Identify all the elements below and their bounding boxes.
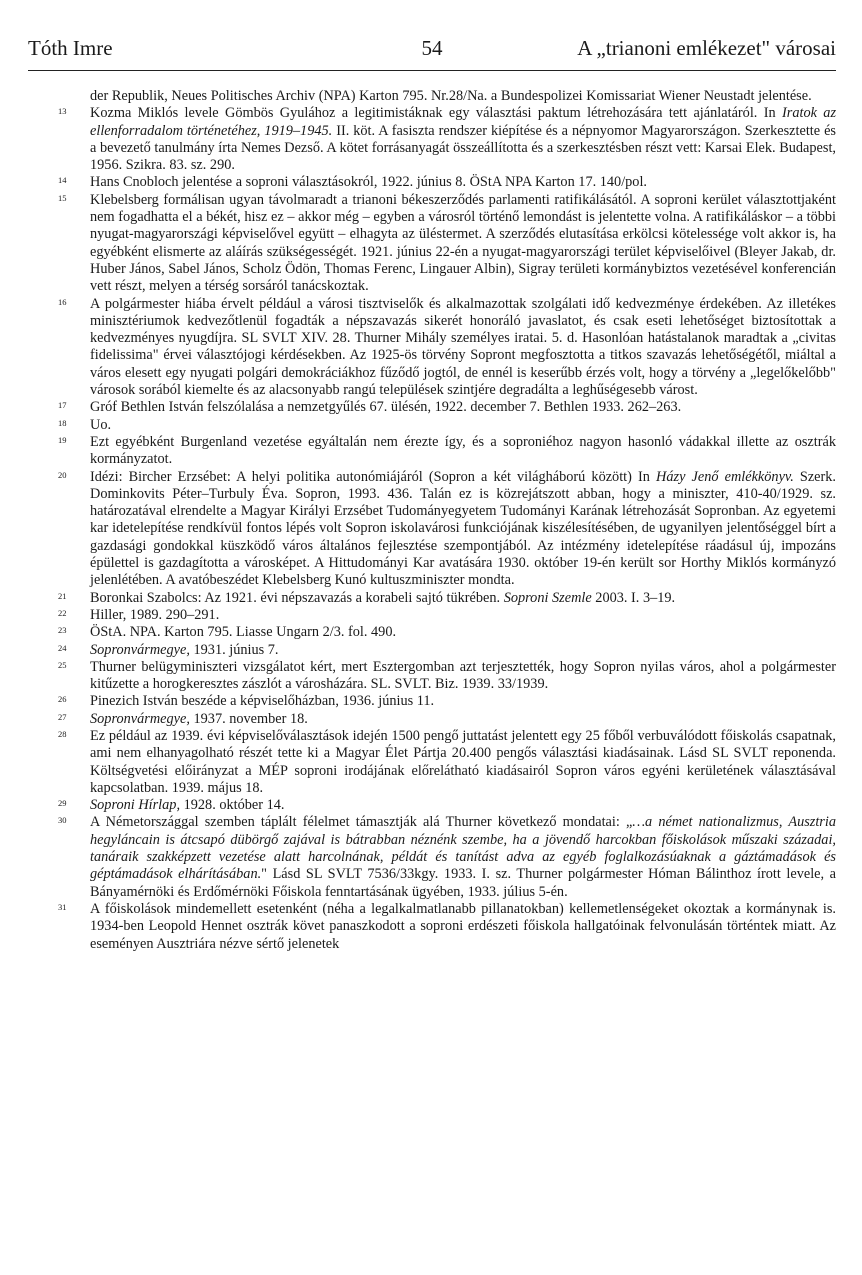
footnote (28, 174, 836, 191)
header-rule (28, 70, 836, 71)
footnote-number: 19 (58, 434, 67, 445)
footnote (28, 642, 836, 659)
footnote (28, 296, 836, 400)
footnote (28, 797, 836, 814)
footnote-number: 13 (58, 106, 67, 117)
footnote-text: A polgármester hiába érvelt például a városi tisztviselők és alkalmazottak szolgálati idő kedvezménye érdekében. Az illetékes minisztériumok kedvezőtlenül fogadták a népszavazás sikerét honoráló javaslatot, és csak eseti lehetőséget biztosítottak a kedvezményes nyugdíjra. SL SVLT XIV. 28. Thurner Mihály személyes iratai. 5. d. Hasonlóan hatástalanok maradtak a „civitas fidelissima" érvei választójogi kérdésekben. Az 1925-ös törvény Sopront megfosztotta a titkos szavazás lehetőségétől, miáltal a város elesett egy nyugati polgári demokráciákhoz fűződő jogtól, de ennél is keserűbb érzés volt, hogy a törvény a „legelőkelőbb" városok sorából kiemelte és az alacsonyabb rangú települések szintjére degradálta a leghűségesebb várost. (90, 295, 836, 399)
footnote-text: " Lásd SL SVLT 7536/33kgy. 1933. I. sz. Thurner polgármester Hóman Bálinthoz írott levele, a Bányamérnöki és Erdőmérnöki Főiskola fenntartásának ügyében, 1933. július 5-én. (90, 866, 837, 900)
footnote-text: II. köt. A fasiszta rendszer kiépítése és a népnyomor Magyarországon. Szerkesztette és a bevezető tanulmány írta Nemes Dezső. A kötet forrásanyagát összeállította és a szerkesztésben részt vett: Karsai Elek. Budapest, 1956. Szikra. 83. sz. 290. (90, 122, 836, 174)
footnote (28, 711, 836, 728)
footnote (28, 659, 836, 694)
footnote-number: 18 (58, 417, 67, 428)
footnote-text: Ez például az 1939. évi képviselőválasztások idején 1500 pengő juttatást jelentett egy 25 főből verbuválódott főiskolás csapatnak, ami nem elhanyagolható részét tette ki a Magyar Élet Pártja 20.400 pengős választási kiadásainak. Lásd SL SVLT reponenda. Költségvetési előirányzat a MÉP soproni irodájának előrelátható kiadásairól Sopron város egyéni kerületének választásával kapcsolatban. 1939. május 18. (90, 727, 836, 796)
footnote-text: ÖStA. NPA. Karton 795. Liasse Ungarn 2/3. fol. 490. (90, 624, 397, 641)
footnote-text: Hiller, 1989. 290–291. (90, 606, 220, 623)
footnote-number: 25 (58, 659, 67, 670)
running-header (28, 30, 836, 66)
footnote-continuation (28, 88, 836, 105)
footnote-number: 20 (58, 469, 67, 480)
footnote (28, 607, 836, 624)
footnote-number: 27 (58, 711, 67, 722)
header-author: Tóth Imre (28, 36, 113, 60)
footnote-text: Gróf Bethlen István felszólalása a nemzetgyűlés 67. ülésén, 1922. december 7. Bethlen 1933. 262–263. (90, 399, 682, 416)
footnote (28, 624, 836, 641)
footnote-number: 24 (58, 642, 67, 653)
footnote-text: der Republik, Neues Politisches Archiv (NPA) Karton 795. Nr.28/Na. a Bundespolizei Komissariat Wiener Neustadt jelentése. (90, 88, 812, 104)
footnote-text: Szerk. Dominkovits Péter–Turbuly Éva. Sopron, 1993. 436. Talán ez is közrejátszott abban, hogy a miniszter, 410-40/1929. sz. határozatával elrendelte a Magyar Királyi Erzsébet Tudományegyetem Tudományi Karának létrehozását Sopronban. Az egyetemi kar idetelepítése rendkívül fontos lépés volt Sopron iskolavárosi funkciójának kiszélesítésében, de ugyanilyen jelentőséggel bírt a gazdasági gondokkal küszködő város általános fejlesztése szempontjából. Az intézmény idetelepítése ráadásul új, impozáns épülettel is gazdagította a városképet. A Hittudományi Kar avatására 1930. október 19-én került sor Horthy Miklós kormányzó jelenlétében. A avatóbeszédet Klebelsberg Kunó kultuszminiszter mondta. (90, 468, 837, 589)
footnote-text: Kozma Miklós levele Gömbös Gyulához a legitimistáknak egy választási paktum létrehozására tett ajánlatáról. In (90, 105, 782, 122)
footnote (28, 105, 836, 174)
footnote-number: 16 (58, 296, 67, 307)
header-page-number: 54 (421, 36, 443, 60)
footnote-italic-text: …a német nationalizmus, Ausztria hegyláncain is átcsapó dübörgő zajával is bátrabban néznénk szembe, ha a jövendő harcokban főiskolások műszaki századai, tanáraik szakképzett vezetése alatt harcolnának, példát és tanítást adva az egyéb foglalkozásúaknak a gáztámadások és géptámadások elhárításában. (90, 814, 836, 883)
footnote-number: 17 (58, 400, 67, 411)
footnote (28, 192, 836, 296)
footnote (28, 728, 836, 797)
footnote (28, 417, 836, 434)
footnote-text: Pinezich István beszéde a képviselőházban, 1936. június 11. (90, 693, 435, 710)
footnote-text: Boronkai Szabolcs: Az 1921. évi népszavazás a korabeli sajtó tükrében. (90, 589, 504, 606)
header-title: A „trianoni emlékezet" városai (577, 36, 836, 60)
footnote-text: Uo. (90, 416, 112, 433)
footnote-text: 1937. november 18. (189, 710, 308, 727)
footnote-text: Idézi: Bircher Erzsébet: A helyi politika autonómiájáról (Sopron a két világháború között) In (90, 468, 657, 485)
footnote-italic-text: Sopronvármegye, (90, 710, 190, 727)
footnote-number: 23 (58, 625, 67, 636)
footnote (28, 814, 836, 900)
footnote-number: 30 (58, 815, 67, 826)
footnote-number: 15 (58, 192, 67, 203)
footnote-text: Thurner belügyminiszteri vizsgálatot kért, mert Esztergomban azt terjesztették, hogy Sopron nyilas város, ahol a polgármester kitűzette a horogkeresztes zászlót a városházára. SL. SVLT. Biz. 1939. 33/1939. (90, 658, 836, 693)
footnote (28, 590, 836, 607)
footnote-text: A Németországgal szemben táplált félelmet támasztják alá Thurner következő mondatai: „ (90, 814, 633, 831)
footnote-text: 1928. október 14. (180, 797, 285, 814)
footnote-number: 21 (58, 590, 67, 601)
footnote-number: 14 (58, 175, 67, 186)
footnote-number: 26 (58, 694, 67, 705)
footnote (28, 399, 836, 416)
footnote-italic-text: Soproni Szemle (503, 589, 592, 606)
footnote-number: 22 (58, 607, 67, 618)
footnote (28, 901, 836, 953)
footnote-text: 1931. június 7. (189, 641, 279, 658)
footnote-text: 2003. I. 3–19. (591, 589, 676, 606)
footnote-italic-text: Iratok az ellenforradalom történetéhez, 1919–1945. (90, 105, 837, 139)
footnote-text: Ezt egyébként Burgenland vezetése egyáltalán nem érezte így, és a soproniéhoz nagyon hasonló vádakkal illette az osztrák kormányzatot. (90, 433, 836, 468)
footnotes (28, 88, 836, 953)
footnote (28, 693, 836, 710)
footnote-text: Klebelsberg formálisan ugyan távolmaradt a trianoni békeszerződés parlamenti ratifikálásától. A soproni kerület választottjaként nem fogadhatta el a békét, hisz ez – akkor még – egyben a városról történő lemondást is jelentette volna. A ratifikáláskor – a többi nyugat-magyarországi képviselővel együtt – elhagyta az üléstermet. A szerződés elutasítása erkölcsi kötelessége volt akkor is, ha egyébként elismerte az aláírás szükségességét. 1921. június 22-én a nyugat-magyarországi terület képviselőivel (Bleyer Jakab, dr. Huber János, Sabel János, Scholz Ödön, Thomas Ferenc, Lingauer Albin), Sigray területi kormánybiztos vezetésével konferencián vett részt, melyen a térség sorsáról tanácskoztak. (90, 191, 836, 295)
footnote-number: 31 (58, 901, 67, 912)
footnote-number: 28 (58, 728, 67, 739)
footnote (28, 434, 836, 469)
footnote-number: 29 (58, 798, 67, 809)
footnote-text: Hans Cnobloch jelentése a soproni választásokról, 1922. június 8. ÖStA NPA Karton 17. 140/pol. (90, 174, 648, 191)
footnote-italic-text: Házy Jenő emlékkönyv. (656, 468, 794, 485)
footnote-text: A főiskolások mindemellett esetenként (néha a legalkalmatlanabb pillanatokban) kellemetlenségeket okoztak a kormánynak is. 1934-ben Leopold Hennet osztrák követ panaszkodott a soproni erdészeti főiskola hallgatóinak felvonulásán történtek miatt. Az eseményen Ausztriára nézve sértő jelenetek (90, 900, 836, 952)
footnote-italic-text: Soproni Hírlap, (90, 797, 181, 814)
footnote (28, 469, 836, 590)
footnote-italic-text: Sopronvármegye, (90, 641, 190, 658)
